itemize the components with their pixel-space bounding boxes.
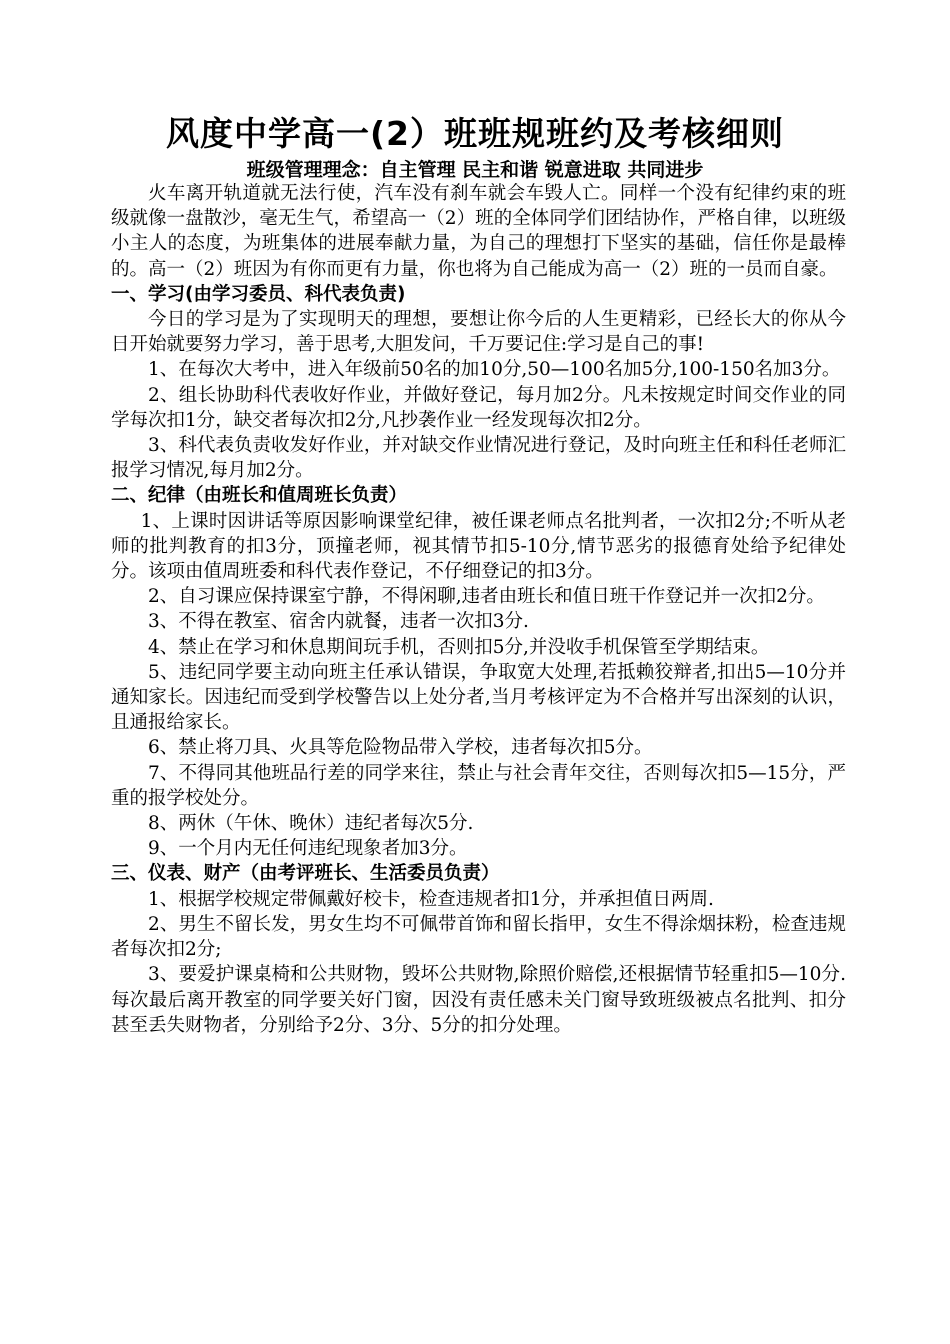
discipline-rule: 4、禁止在学习和休息期间玩手机，否则扣5分,并没收手机保管至学期结束。 [148, 636, 770, 658]
discipline-rule: 8、两休（午休、晚休）违纪者每次5分. [148, 813, 474, 835]
section-heading-study: 一、学习(由学习委员、科代表负责) [111, 283, 406, 305]
study-paragraph: 今日的学习是为了实现明天的理想，要想让你今后的人生更精彩，已经长大的你从今日开始就要努力学习，善于思考,大胆发问，千万要记住:学习是自己的事! [111, 309, 846, 356]
discipline-rule: 7、不得同其他班品行差的同学来往，禁止与社会青年交往，否则每次扣5—15分，严重的报学校处分。 [111, 762, 846, 809]
study-rule: 2、组长协助科代表收好作业，并做好登记，每月加2分。凡未按规定时间交作业的同学每次扣1分，缺交者每次扣2分,凡抄袭作业一经发现每次扣2分。 [111, 384, 846, 431]
study-rule: 3、科代表负责收发好作业，并对缺交作业情况进行登记，及时向班主任和科任老师汇报学习情况,每月加2分。 [111, 435, 846, 482]
appearance-rule: 1、根据学校规定带佩戴好校卡，检查违规者扣1分，并承担值日两周. [148, 888, 714, 910]
discipline-rule: 3、不得在教室、宿舍内就餐，违者一次扣3分. [148, 611, 529, 633]
page-subtitle: 班级管理理念：自主管理 民主和谐 锐意进取 共同进步 [246, 159, 704, 181]
discipline-rule: 1、上课时因讲话等原因影响课堂纪律，被任课老师点名批判者，一次扣2分;不听从老师的批判教育的扣3分，顶撞老师，视其情节扣5-10分,情节恶劣的报德育处给予纪律处分。该项由值周班委和科代表作登记，不仔细登记的扣3分。 [111, 510, 846, 583]
document-body [111, 181, 846, 1038]
discipline-rule: 9、一个月内无任何违纪现象者加3分。 [148, 838, 468, 860]
discipline-rule: 5、违纪同学要主动向班主任承认错误，争取宽大处理,若抵赖狡辩者,扣出5—10分并通知家长。因违纪而受到学校警告以上处分者,当月考核评定为不合格并写出深刻的认识，且通报给家长。 [111, 661, 846, 734]
study-rule: 1、在每次大考中，进入年级前50名的加10分,50—100名加5分,100-150名加3分。 [148, 359, 841, 381]
appearance-rule: 2、男生不留长发，男女生均不可佩带首饰和留长指甲，女生不得涂烟抹粉，检查违规者每次扣2分; [111, 913, 846, 961]
intro-paragraph: 火车离开轨道就无法行使，汽车没有刹车就会车毁人亡。同样一个没有纪律约束的班级就像一盘散沙，毫无生气，希望高一（2）班的全体同学们团结协作，严格自律，以班级小主人的态度，为班集体的进展奉献力量，为自己的理想打下坚实的基础，信任你是最棒的。高一（2）班因为有你而更有力量，你也将为自己能成为高一（2）班的一员而自豪。 [111, 183, 846, 280]
discipline-rule: 6、禁止将刀具、火具等危险物品带入学校，违者每次扣5分。 [148, 737, 653, 759]
section-heading-discipline: 二、纪律（由班长和值周班长负责） [111, 485, 408, 507]
discipline-rule: 2、自习课应保持课室宁静，不得闲聊,违者由班长和值日班干作登记并一次扣2分。 [148, 586, 825, 608]
appearance-rule: 3、要爱护课桌椅和公共财物，毁坏公共财物,除照价赔偿,还根据情节轻重扣5—10分.每次最后离开教室的同学要关好门窗，因没有责任感未关门窗导致班级被点名批判、扣分甚至丢失财物者，分别给予2分、3分、5分的扣分处理。 [111, 964, 846, 1036]
section-heading-appearance-property: 三、仪表、财产（由考评班长、生活委员负责） [111, 863, 500, 885]
page-title: 风度中学高一(2）班班规班约及考核细则 [165, 114, 785, 153]
